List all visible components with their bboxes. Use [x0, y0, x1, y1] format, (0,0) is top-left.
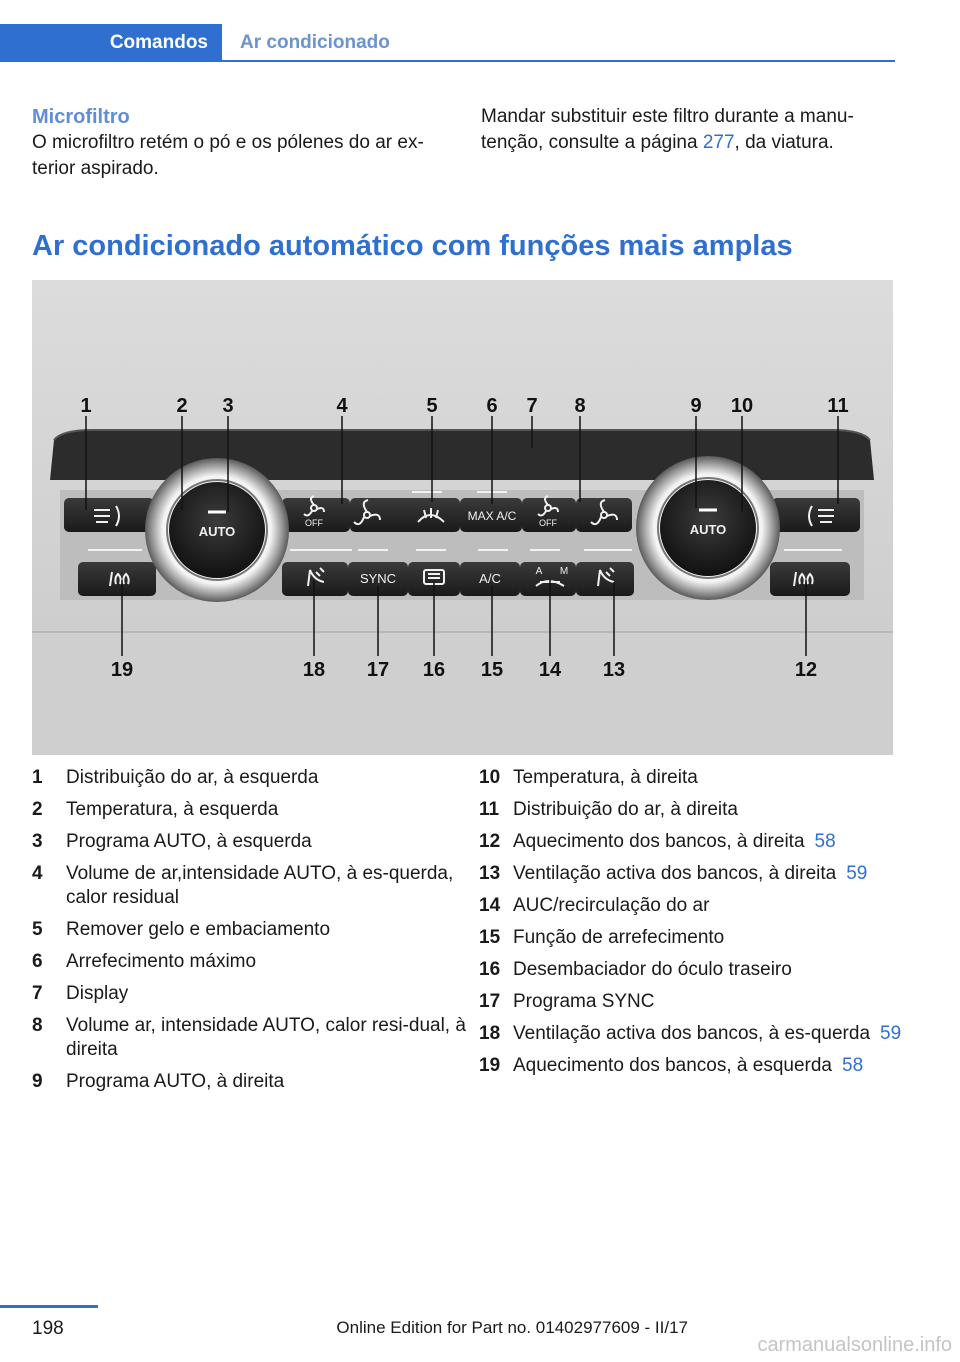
legend-page-ref-link[interactable]: 58 — [814, 831, 836, 852]
off-right-label: OFF — [539, 518, 557, 528]
legend-number: 7 — [32, 983, 43, 1004]
legend-description: Temperatura, à esquerda — [66, 799, 279, 820]
callout-1: 1 — [80, 395, 92, 417]
edition-note: Online Edition for Part no. 01402977609 - II/17 — [336, 1318, 688, 1337]
legend-description: AUC/recirculação do ar — [513, 895, 710, 916]
legend-description: Desembaciador do óculo traseiro — [513, 959, 792, 980]
legend-description: Arrefecimento máximo — [66, 951, 257, 972]
climate-panel-figure — [32, 280, 893, 755]
legend-right-column — [479, 766, 919, 1086]
legend-item — [32, 1070, 472, 1094]
legend-text — [513, 958, 919, 982]
legend-text — [513, 990, 919, 1014]
legend-text — [513, 830, 919, 854]
legend-number: 6 — [32, 951, 43, 972]
legend-text — [513, 894, 919, 918]
legend-text — [513, 766, 919, 790]
legend-text — [513, 1022, 919, 1046]
callout-17: 17 — [366, 659, 390, 681]
climate-panel-illustration — [32, 280, 893, 755]
legend-number: 16 — [479, 959, 501, 980]
legend-text — [66, 766, 472, 790]
legend-item — [479, 830, 919, 854]
filter-replace-text: Mandar substituir este filtro durante a manu-tenção, consulte a página — [481, 106, 854, 153]
legend-page-ref-link[interactable]: 58 — [842, 1055, 864, 1076]
legend-text — [66, 862, 472, 910]
legend-item — [479, 766, 919, 790]
legend-number: 9 — [32, 1071, 43, 1092]
legend-description: Volume de ar,intensidade AUTO, à es-querda, calor residual — [66, 863, 454, 908]
off-left-label: OFF — [305, 518, 323, 528]
legend-number: 14 — [479, 895, 501, 916]
legend-page-ref-link[interactable]: 59 — [846, 863, 868, 884]
legend-number: 18 — [479, 1023, 501, 1044]
legend-text — [66, 982, 472, 1006]
legend-description: Programa AUTO, à direita — [66, 1071, 285, 1092]
legend-number: 13 — [479, 863, 501, 884]
legend-text — [513, 862, 919, 886]
callout-8: 8 — [574, 395, 586, 417]
callout-6: 6 — [486, 395, 498, 417]
legend-description: Distribuição do ar, à direita — [513, 799, 738, 820]
footer-rule — [0, 1305, 98, 1308]
callout-4: 4 — [336, 395, 348, 417]
legend-number: 8 — [32, 1015, 43, 1036]
legend-number: 19 — [479, 1055, 501, 1076]
max-ac-label: MAX A/C — [467, 509, 517, 523]
microfilter-block — [32, 104, 442, 182]
legend-item — [479, 1022, 919, 1046]
legend-text — [66, 1070, 472, 1094]
legend-description: Programa SYNC — [513, 991, 655, 1012]
legend-item — [479, 958, 919, 982]
legend-description: Aquecimento dos bancos, à direita — [513, 831, 805, 852]
legend-number: 11 — [479, 799, 500, 820]
legend-description: Programa AUTO, à esquerda — [66, 831, 312, 852]
legend-item — [479, 894, 919, 918]
callout-3: 3 — [222, 395, 234, 417]
section-title: Ar condicionado automático com funções mais amplas — [32, 230, 793, 262]
legend-item — [32, 982, 472, 1006]
callout-10: 10 — [730, 395, 754, 417]
legend-description: Remover gelo e embaciamento — [66, 919, 331, 940]
auto-right-label: AUTO — [689, 522, 727, 537]
legend-item — [479, 862, 919, 886]
legend-description: Volume ar, intensidade AUTO, calor resi-dual, à direita — [66, 1015, 466, 1060]
legend-number: 17 — [479, 991, 501, 1012]
legend-description: Temperatura, à direita — [513, 767, 698, 788]
watermark: carmanualsonline.info — [757, 1334, 952, 1356]
page-ref-link[interactable]: 277 — [702, 132, 735, 153]
legend-page-ref-link[interactable]: 59 — [880, 1023, 902, 1044]
legend-description: Distribuição do ar, à esquerda — [66, 767, 319, 788]
legend-number: 1 — [32, 767, 43, 788]
legend-text — [66, 918, 472, 942]
callout-13: 13 — [602, 659, 626, 681]
sync-label: SYNC — [359, 571, 397, 586]
legend-number: 15 — [479, 927, 501, 948]
callout-12: 12 — [794, 659, 818, 681]
legend-item — [32, 1014, 472, 1062]
callout-16: 16 — [422, 659, 446, 681]
header-tab-bar — [0, 24, 895, 62]
ac-label: A/C — [479, 571, 501, 586]
legend-description: Display — [66, 983, 129, 1004]
legend-number: 3 — [32, 831, 43, 852]
legend-item — [479, 926, 919, 950]
legend-item — [479, 990, 919, 1014]
legend-text — [66, 950, 472, 974]
legend-text — [513, 798, 919, 822]
legend-text — [66, 798, 472, 822]
callout-15: 15 — [480, 659, 504, 681]
legend-description: Função de arrefecimento — [513, 927, 725, 948]
legend-number: 5 — [32, 919, 43, 940]
legend-number: 2 — [32, 799, 43, 820]
callout-5: 5 — [426, 395, 438, 417]
legend-item — [32, 766, 472, 790]
auto-left-label: AUTO — [198, 524, 236, 539]
legend-text — [66, 1014, 472, 1062]
callout-7: 7 — [526, 395, 538, 417]
legend-description: Ventilação activa dos bancos, à direita — [513, 863, 837, 884]
legend-item — [32, 862, 472, 910]
legend-text — [513, 926, 919, 950]
microfilter-text: O microfiltro retém o pó e os pólenes do ar ex-terior aspirado. — [32, 132, 424, 179]
callout-14: 14 — [538, 659, 562, 681]
microfilter-heading: Microfiltro — [32, 106, 130, 128]
auc-m-label: M — [559, 566, 569, 577]
legend-item — [32, 950, 472, 974]
legend-description: Aquecimento dos bancos, à esquerda — [513, 1055, 832, 1076]
legend-description: Ventilação activa dos bancos, à es-querda — [513, 1023, 871, 1044]
filter-replace-block — [481, 104, 893, 156]
legend-item — [32, 918, 472, 942]
page-number: 198 — [32, 1318, 64, 1339]
auc-a-label: A — [535, 566, 543, 577]
callout-19: 19 — [110, 659, 134, 681]
callout-11: 11 — [827, 395, 849, 417]
legend-number: 12 — [479, 831, 501, 852]
tab-comandos[interactable]: Comandos — [0, 24, 222, 61]
callout-2: 2 — [176, 395, 188, 417]
callout-9: 9 — [690, 395, 702, 417]
legend-text — [66, 830, 472, 854]
legend-number: 10 — [479, 767, 501, 788]
callout-18: 18 — [302, 659, 326, 681]
legend-item — [479, 798, 919, 822]
legend-left-column — [32, 766, 472, 1102]
filter-replace-text-end: , da viatura. — [734, 132, 834, 153]
tab-ar-condicionado[interactable]: Ar condicionado — [240, 31, 390, 53]
legend-item — [32, 830, 472, 854]
legend-number: 4 — [32, 863, 43, 884]
legend-item — [479, 1054, 919, 1078]
legend-text — [513, 1054, 919, 1078]
legend-item — [32, 798, 472, 822]
